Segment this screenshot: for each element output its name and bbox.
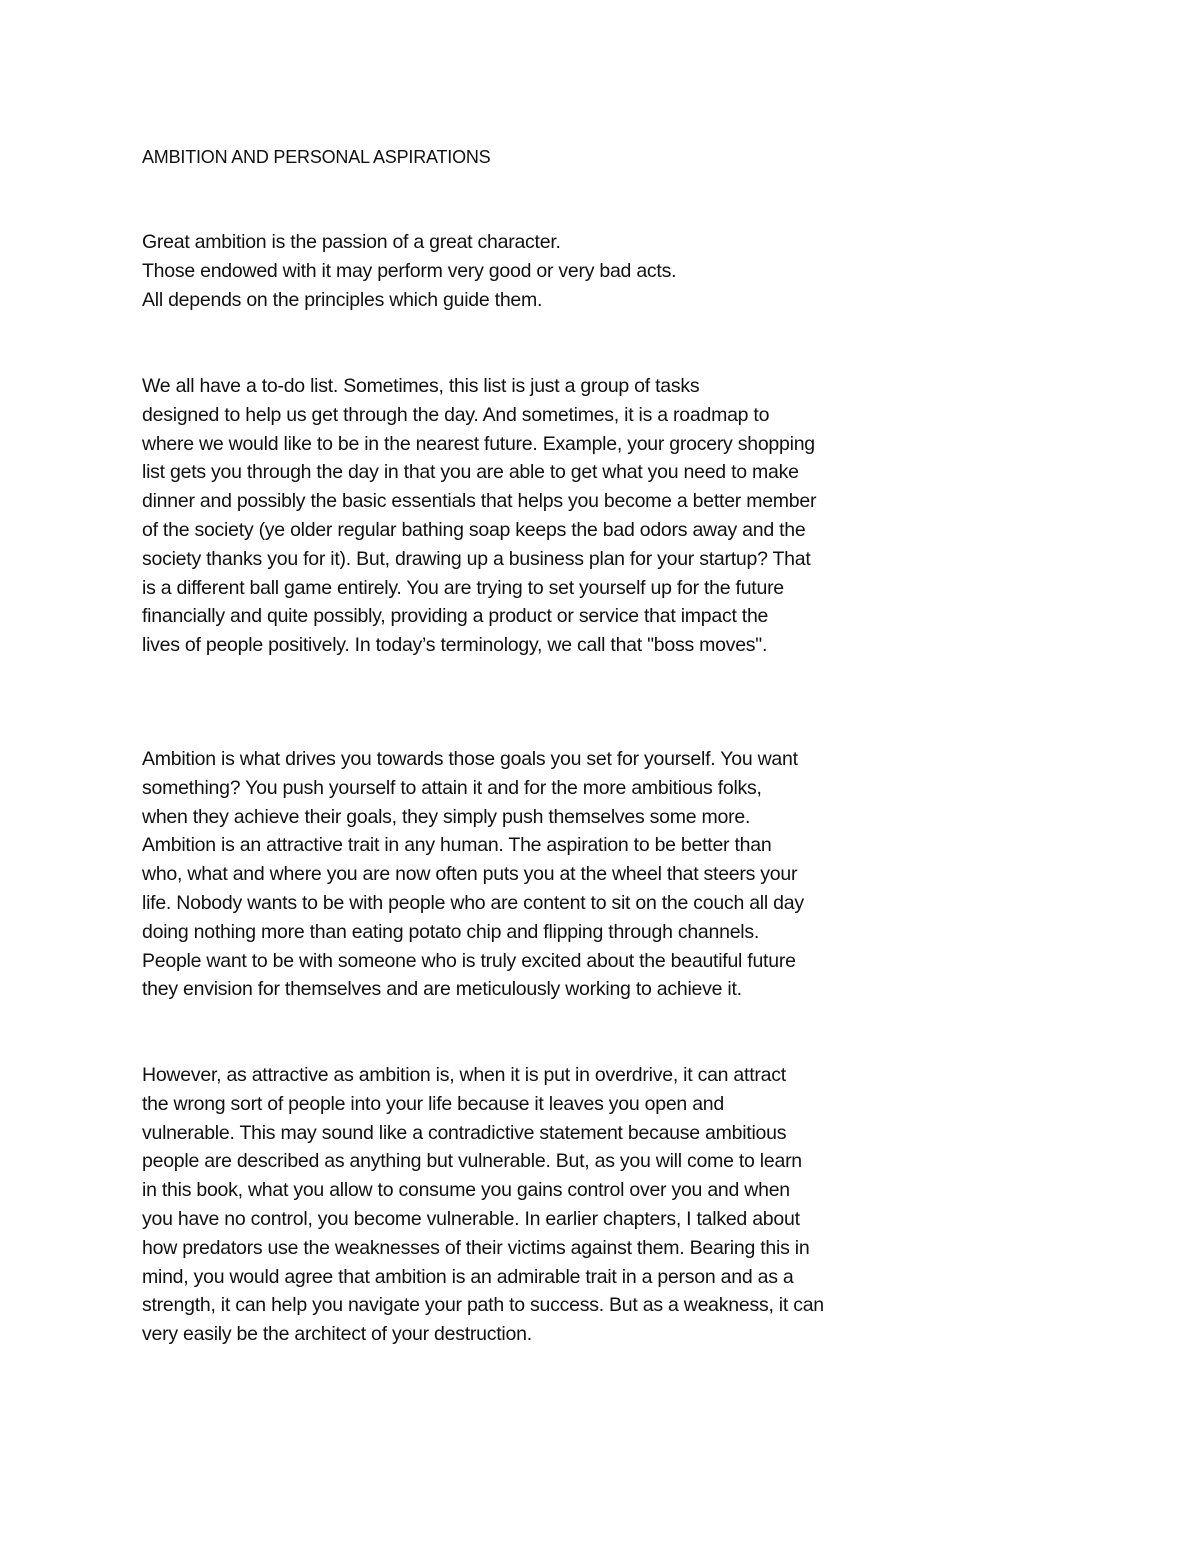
- paragraph-line: very easily be the architect of your destruction.: [142, 1323, 532, 1346]
- paragraph-line: in this book, what you allow to consume you gains control over you and when: [142, 1179, 790, 1202]
- paragraph-line: We all have a to-do list. Sometimes, this list is just a group of tasks: [142, 375, 700, 397]
- paragraph-line: Ambition is an attractive trait in any human. The aspiration to be better than: [142, 834, 772, 857]
- paragraph-to-do-list: [142, 372, 816, 660]
- paragraph-line: life. Nobody wants to be with people who are content to sit on the couch all day: [142, 891, 804, 914]
- paragraph-line: of the society (ye older regular bathing soap keeps the bad odors away and the: [142, 518, 806, 541]
- paragraph-line: dinner and possibly the basic essentials that helps you become a better member: [142, 490, 817, 513]
- paragraph-line: All depends on the principles which guide them.: [142, 288, 543, 311]
- paragraph-line: financially and quite possibly, providing a product or service that impact the: [142, 605, 769, 628]
- paragraph-ambition-drives: [142, 745, 804, 1004]
- paragraph-line: the wrong sort of people into your life because it leaves you open and: [142, 1092, 724, 1115]
- document-title: AMBITION AND PERSONAL ASPIRATIONS: [142, 147, 491, 167]
- paragraph-line: how predators use the weaknesses of their victims against them. Bearing this in: [142, 1236, 810, 1259]
- paragraph-line: Great ambition is the passion of a great character.: [142, 231, 561, 253]
- paragraph-line: they envision for themselves and are meticulously working to achieve it.: [142, 978, 742, 1001]
- paragraph-quote: [142, 228, 676, 314]
- paragraph-line: Ambition is what drives you towards those goals you set for yourself. You want: [142, 748, 798, 770]
- paragraph-line: list gets you through the day in that you are able to get what you need to make: [142, 461, 799, 484]
- paragraph-line: designed to help us get through the day. And sometimes, it is a roadmap to: [142, 403, 770, 426]
- paragraph-line: when they achieve their goals, they simply push themselves some more.: [142, 805, 751, 828]
- paragraph-line: doing nothing more than eating potato chip and flipping through channels.: [142, 920, 760, 943]
- paragraph-line: mind, you would agree that ambition is an admirable trait in a person and as a: [142, 1265, 794, 1288]
- paragraph-line: is a different ball game entirely. You are trying to set yourself up for the future: [142, 576, 784, 599]
- paragraph-line: who, what and where you are now often puts you at the wheel that steers your: [142, 863, 798, 886]
- paragraph-line: strength, it can help you navigate your path to success. But as a weakness, it can: [142, 1294, 824, 1317]
- paragraph-line: something? You push yourself to attain it and for the more ambitious folks,: [142, 776, 762, 799]
- paragraph-line: However, as attractive as ambition is, when it is put in overdrive, it can attract: [142, 1064, 786, 1086]
- paragraph-line: vulnerable. This may sound like a contradictive statement because ambitious: [142, 1121, 787, 1144]
- paragraph-overdrive: [142, 1061, 824, 1349]
- paragraph-line: where we would like to be in the nearest future. Example, your grocery shopping: [142, 432, 815, 455]
- paragraph-line: People want to be with someone who is truly excited about the beautiful future: [142, 949, 796, 972]
- paragraph-line: you have no control, you become vulnerable. In earlier chapters, I talked about: [142, 1207, 800, 1230]
- paragraph-line: Those endowed with it may perform very good or very bad acts.: [142, 259, 677, 282]
- paragraph-line: lives of people positively. In today’s terminology, we call that "boss moves".: [142, 634, 768, 657]
- paragraph-line: people are described as anything but vulnerable. But, as you will come to learn: [142, 1150, 802, 1173]
- paragraph-line: society thanks you for it). But, drawing up a business plan for your startup? That: [142, 547, 811, 570]
